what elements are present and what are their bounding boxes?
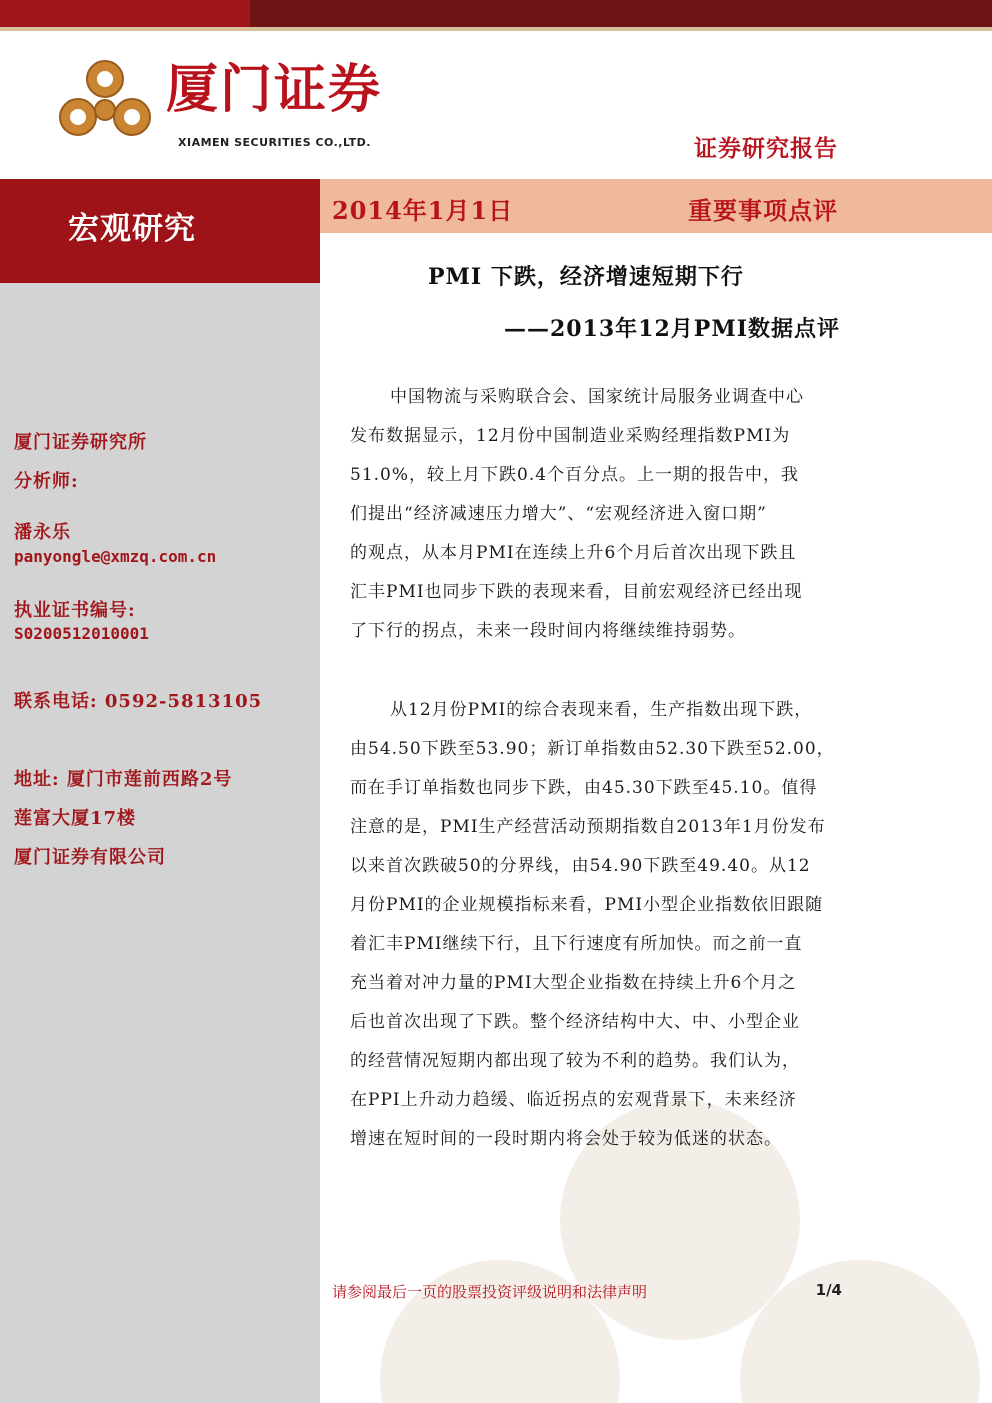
license-label: 执业证书编号: bbox=[14, 600, 136, 621]
paragraph-line: 充当着对冲力量的PMI大型企业指数在持续上升6个月之 bbox=[350, 973, 797, 993]
report-date: 2014年1月1日 bbox=[332, 196, 514, 225]
contact-phone: 联系电话: 0592-5813105 bbox=[14, 691, 263, 712]
paragraph-line: 而在手订单指数也同步下跌，由45.30下跌至45.10。值得 bbox=[350, 778, 818, 798]
paragraph-line: 在PPI上升动力趋缓、临近拐点的宏观背景下，未来经济 bbox=[350, 1090, 797, 1110]
top-bar-left bbox=[0, 0, 250, 27]
body-paragraph-2 bbox=[350, 691, 842, 1159]
paragraph-line: 后也首次出现了下跌。整个经济结构中大、中、小型企业 bbox=[350, 1012, 800, 1032]
analyst-name: 潘永乐 bbox=[14, 522, 71, 543]
company-logo-icon bbox=[50, 55, 160, 150]
disclaimer-note: 请参阅最后一页的股票投资评级说明和法律声明 bbox=[332, 1283, 648, 1301]
paragraph-line: 的观点，从本月PMI在连续上升6个月后首次出现下跌且 bbox=[350, 543, 797, 563]
paragraph-line: 以来首次跌破50的分界线，由54.90下跌至49.40。从12 bbox=[350, 856, 811, 876]
paragraph-line: 注意的是，PMI生产经营活动预期指数自2013年1月份发布 bbox=[350, 817, 826, 837]
analyst-email[interactable]: panyongle@xmzq.com.cn bbox=[14, 547, 217, 566]
paragraph-line: 发布数据显示，12月份中国制造业采购经理指数PMI为 bbox=[350, 426, 791, 446]
institute-name: 厦门证券研究所 bbox=[14, 432, 147, 453]
top-divider bbox=[0, 27, 992, 31]
analyst-label: 分析师: bbox=[14, 471, 79, 492]
section-title: 宏观研究 bbox=[68, 211, 196, 247]
paragraph-line: 月份PMI的企业规模指标来看，PMI小型企业指数依旧跟随 bbox=[350, 895, 824, 915]
paragraph-line: 了下行的拐点，未来一段时间内将继续维持弱势。 bbox=[350, 621, 746, 641]
report-type-label: 证券研究报告 bbox=[694, 135, 838, 162]
company-name-cn: 厦门证券 bbox=[166, 59, 383, 120]
address-line-2: 莲富大厦17楼 bbox=[14, 808, 137, 829]
paragraph-line: 们提出“经济减速压力增大”、“宏观经济进入窗口期” bbox=[350, 504, 767, 524]
page-number: 1/4 bbox=[815, 1281, 842, 1299]
paragraph-line: 51.0%，较上月下跌0.4个百分点。上一期的报告中，我 bbox=[350, 465, 800, 485]
paragraph-line: 汇丰PMI也同步下跌的表现来看，目前宏观经济已经出现 bbox=[350, 582, 803, 602]
article-subtitle: ——2013年12月PMI数据点评 bbox=[503, 316, 840, 342]
paragraph-line: 增速在短时间的一段时期内将会处于较为低迷的状态。 bbox=[350, 1129, 782, 1149]
address-line-1: 地址: 厦门市莲前西路2号 bbox=[14, 769, 233, 790]
report-category: 重要事项点评 bbox=[688, 196, 838, 225]
paragraph-line: 中国物流与采购联合会、国家统计局服务业调查中心 bbox=[390, 387, 804, 407]
paragraph-line: 由54.50下跌至53.90；新订单指数由52.30下跌至52.00， bbox=[350, 739, 835, 759]
paragraph-line: 从12月份PMI的综合表现来看，生产指数出现下跌， bbox=[390, 700, 813, 720]
top-bar-right bbox=[250, 0, 992, 27]
body-paragraph-1 bbox=[350, 378, 842, 651]
company-name-en: XIAMEN SECURITIES CO.,LTD. bbox=[178, 136, 371, 149]
paragraph-line: 的经营情况短期内都出现了较为不利的趋势。我们认为， bbox=[350, 1051, 800, 1071]
license-number: S0200512010001 bbox=[14, 624, 149, 643]
company-name-footer: 厦门证券有限公司 bbox=[14, 847, 166, 868]
article-title: PMI 下跌，经济增速短期下行 bbox=[428, 264, 744, 290]
paragraph-line: 着汇丰PMI继续下行，且下行速度有所加快。而之前一直 bbox=[350, 934, 803, 954]
